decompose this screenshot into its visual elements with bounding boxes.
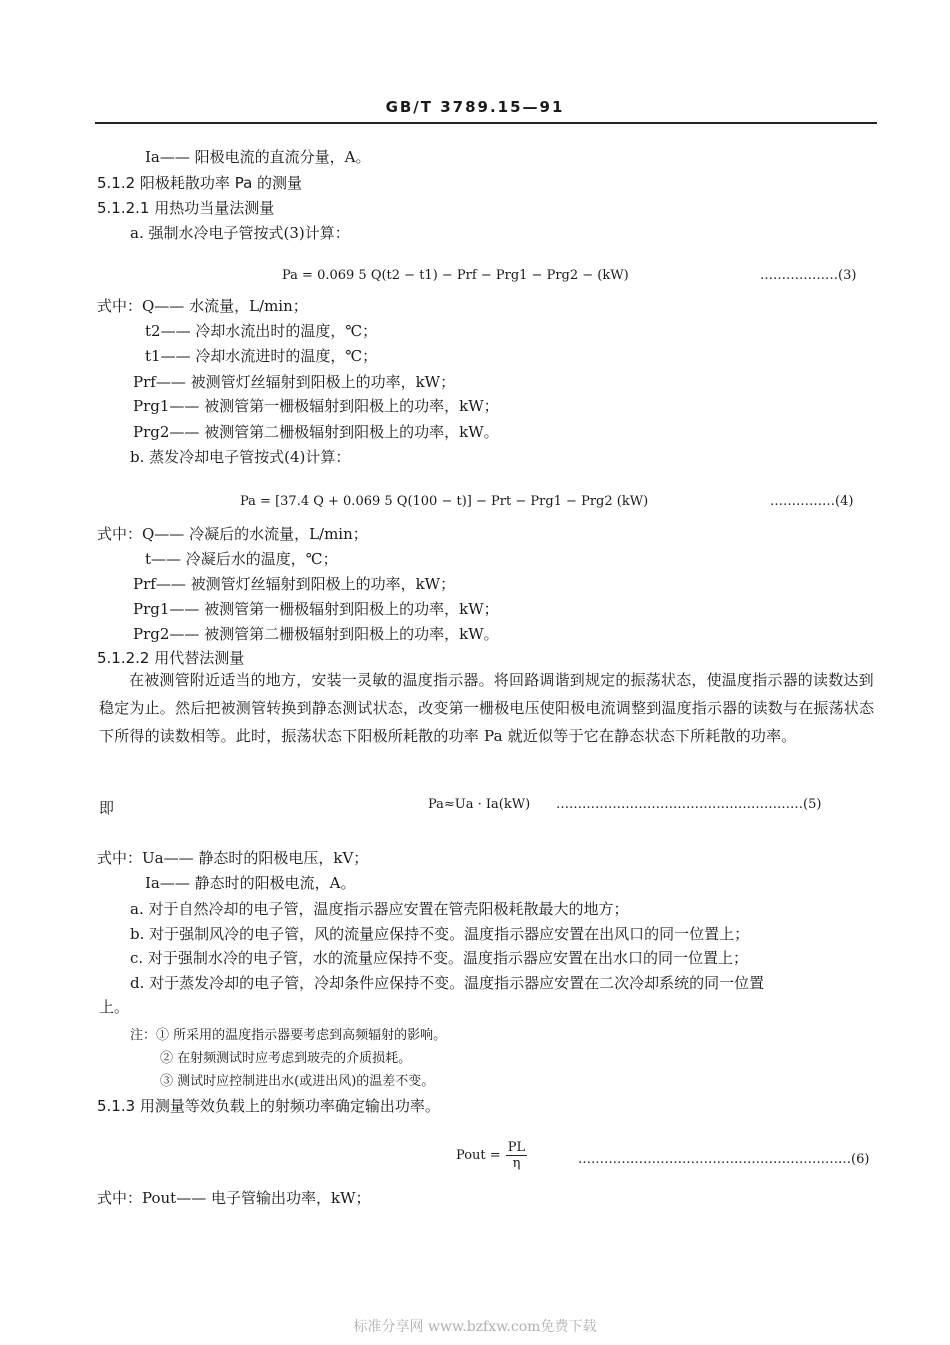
- section-heading-5-1-2: 5.1.2 阳极耗散功率 Pa 的测量: [97, 174, 303, 192]
- formula-4-number: ……………(4): [770, 494, 854, 509]
- formula-6-lhs: Pout =: [456, 1148, 501, 1163]
- text-line: 式中：Pout—— 电子管输出功率，kW；: [97, 1189, 371, 1207]
- text-line: Prg1—— 被测管第一栅极辐射到阳极上的功率，kW；: [133, 397, 499, 415]
- section-heading-5-1-3: 5.1.3 用测量等效负载上的射频功率确定输出功率。: [97, 1097, 440, 1115]
- text-line: t2—— 冷却水流出时的温度，℃；: [145, 322, 378, 340]
- text-line: 即: [99, 799, 115, 817]
- text-line: 式中：Q—— 水流量，L/min；: [97, 297, 308, 315]
- list-item: d. 对于蒸发冷却的电子管，冷却条件应保持不变。温度指示器应安置在二次冷却系统的同一位置: [130, 974, 765, 992]
- note-1: 注：① 所采用的温度指示器要考虑到高频辐射的影响。: [130, 1028, 447, 1043]
- text-line: a. 强制水冷电子管按式(3)计算：: [130, 224, 350, 242]
- standard-code-header: GB/T 3789.15—91: [385, 98, 565, 116]
- formula-5-number: …………………………………………………(5): [556, 797, 822, 812]
- list-item: c. 对于强制水冷的电子管，水的流量应保持不变。温度指示器应安置在出水口的同一位置上；: [130, 949, 748, 967]
- text-line: Ia—— 阳极电流的直流分量，A。: [145, 148, 371, 166]
- text-line: Prg2—— 被测管第二栅极辐射到阳极上的功率，kW。: [133, 423, 499, 441]
- text-line: Prg1—— 被测管第一栅极辐射到阳极上的功率，kW；: [133, 600, 499, 618]
- formula-6-fraction: [506, 1140, 527, 1171]
- formula-4: Pa = [37.4 Q + 0.069 5 Q(100 − t)] − Prt − Prg1 − Prg2 (kW): [240, 494, 649, 509]
- list-item: b. 对于强制风冷的电子管，风的流量应保持不变。温度指示器应安置在出风口的同一位置上；: [130, 925, 750, 943]
- text-line: Prg2—— 被测管第二栅极辐射到阳极上的功率，kW。: [133, 625, 499, 643]
- formula-6-number: ………………………………………………………(6): [578, 1152, 870, 1167]
- text-line: Ia—— 静态时的阳极电流，A。: [145, 874, 356, 892]
- text-line: Prf—— 被测管灯丝辐射到阳极上的功率，kW；: [133, 373, 456, 391]
- text-line: 上。: [99, 998, 130, 1016]
- formula-6-denominator: η: [512, 1156, 521, 1171]
- section-heading-5-1-2-1: 5.1.2.1 用热功当量法测量: [97, 199, 275, 217]
- formula-5: Pa≈Ua · Ia(kW): [428, 797, 531, 812]
- list-item: a. 对于自然冷却的电子管，温度指示器应安置在管壳阳极耗散最大的地方；: [130, 900, 629, 918]
- header-rule: [95, 122, 877, 124]
- paragraph-substitution-method: 在被测管附近适当的地方，安装一灵敏的温度指示器。将回路调谐到规定的振荡状态，使温度指示器的读数达到稳定为止。然后把被测管转换到静态测试状态，改变第一栅极电压使阳极电流调整到温度指示器的读数与在振荡状态下所得的读数相等。此时，振荡状态下阳极所耗散的功率 Pa 就近似等于它在静态状态下所耗散的功率。: [99, 671, 875, 745]
- text-line: t—— 冷凝后水的温度，℃；: [145, 550, 338, 568]
- section-heading-5-1-2-2: 5.1.2.2 用代替法测量: [97, 649, 245, 667]
- formula-6: [456, 1140, 527, 1171]
- text-line: t1—— 冷却水流进时的温度，℃；: [145, 347, 378, 365]
- formula-3: Pa = 0.069 5 Q(t2 − t1) − Prf − Prg1 − Prg2 − (kW): [282, 268, 629, 283]
- note-2: ② 在射频测试时应考虑到玻壳的介质损耗。: [160, 1051, 412, 1066]
- formula-3-number: ………………(3): [760, 268, 857, 283]
- formula-6-numerator: PL: [507, 1140, 526, 1155]
- note-3: ③ 测试时应控制进出水(或进出风)的温差不变。: [160, 1074, 435, 1089]
- text-line: 式中：Ua—— 静态时的阳极电压，kV；: [97, 849, 369, 867]
- text-line: Prf—— 被测管灯丝辐射到阳极上的功率，kW；: [133, 575, 456, 593]
- watermark-footer: 标准分享网 www.bzfxw.com免费下载: [353, 1319, 597, 1335]
- text-line: b. 蒸发冷却电子管按式(4)计算：: [130, 448, 351, 466]
- text-line: 式中：Q—— 冷凝后的水流量，L/min；: [97, 525, 368, 543]
